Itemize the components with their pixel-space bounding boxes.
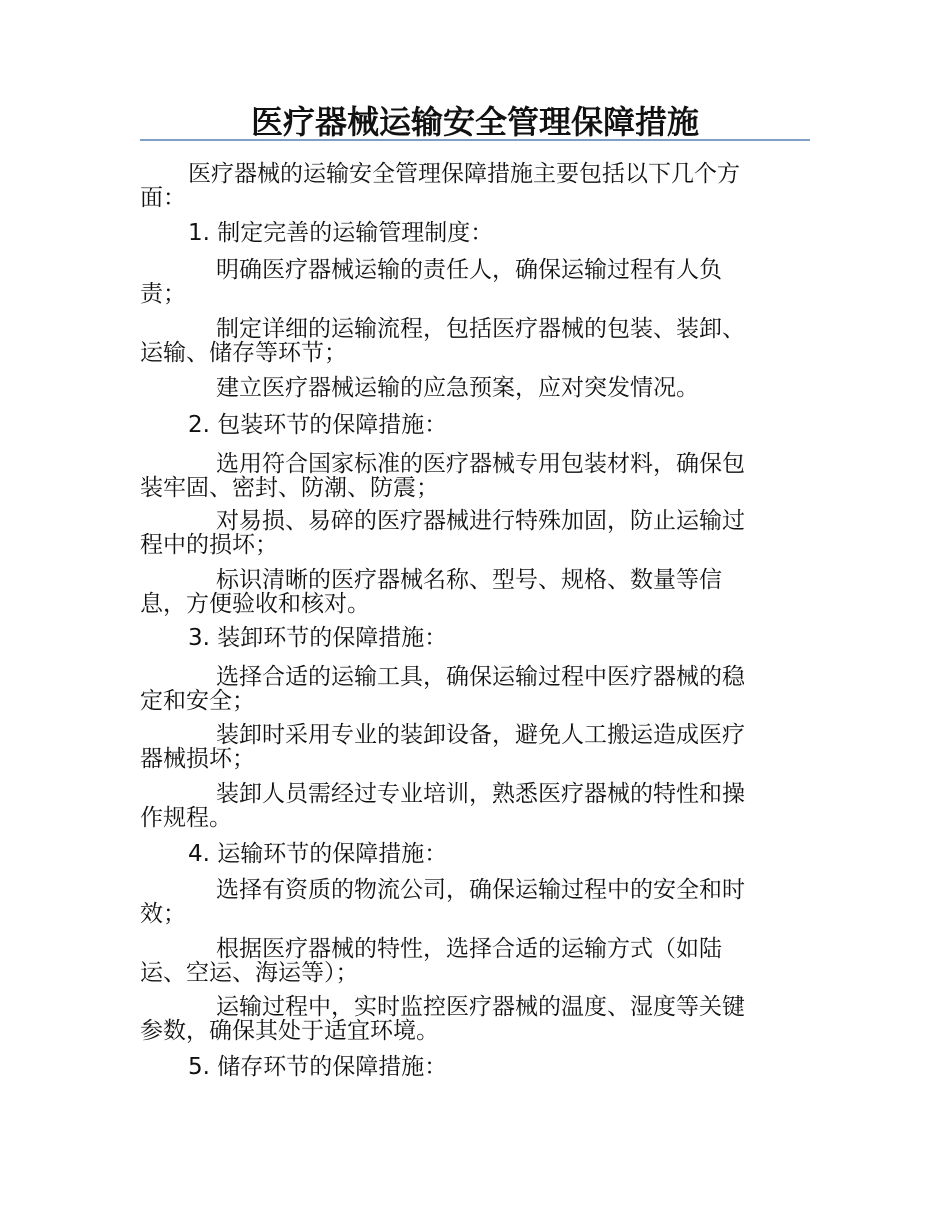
item-line-1: 制定详细的运输流程，包括医疗器械的包装、装卸、 [216, 316, 745, 342]
item-line-1: 建立医疗器械运输的应急预案，应对突发情况。 [216, 375, 699, 401]
item-line-2: 定和安全； [140, 688, 255, 714]
intro-paragraph [140, 162, 790, 210]
section-4-item-2 [140, 937, 790, 985]
section-3-item-2 [140, 723, 790, 771]
item-line-2: 运输、储存等环节； [140, 340, 347, 366]
item-line-2: 参数，确保其处于适宜环境。 [140, 1018, 439, 1044]
item-line-1: 明确医疗器械运输的责任人，确保运输过程有人负 [216, 257, 722, 283]
item-line-2: 器械损坏； [140, 746, 255, 772]
section-heading-text: 2. 包装环节的保障措施： [188, 412, 448, 438]
section-heading-5 [140, 1055, 790, 1079]
item-line-1: 选用符合国家标准的医疗器械专用包装材料，确保包 [216, 451, 745, 477]
item-line-1: 根据医疗器械的特性，选择合适的运输方式（如陆 [216, 936, 722, 962]
section-heading-text: 4. 运输环节的保障措施： [188, 841, 448, 867]
section-4-item-1 [140, 878, 790, 926]
section-heading-3 [140, 626, 790, 650]
item-line-2: 装牢固、密封、防潮、防震； [140, 475, 439, 501]
intro-line-1: 医疗器械的运输安全管理保障措施主要包括以下几个方 [188, 161, 740, 187]
item-line-1: 对易损、易碎的医疗器械进行特殊加固，防止运输过 [216, 508, 745, 534]
item-line-2: 息，方便验收和核对。 [140, 591, 370, 617]
section-2-item-1 [140, 452, 790, 500]
section-2-item-3 [140, 568, 790, 616]
title-underline [140, 139, 810, 141]
item-line-1: 选择合适的运输工具，确保运输过程中医疗器械的稳 [216, 664, 745, 690]
item-line-2: 责； [140, 281, 186, 307]
document-title: 医疗器械运输安全管理保障措施 [250, 103, 699, 141]
section-heading-text: 1. 制定完善的运输管理制度： [188, 220, 494, 246]
section-2-item-2 [140, 509, 790, 557]
section-3-item-1 [140, 665, 790, 713]
item-line-1: 装卸人员需经过专业培训，熟悉医疗器械的特性和操 [216, 781, 745, 807]
section-heading-text: 5. 储存环节的保障措施： [188, 1054, 448, 1080]
item-line-1: 装卸时采用专业的装卸设备，避免人工搬运造成医疗 [216, 722, 745, 748]
section-4-item-3 [140, 995, 790, 1043]
section-1-item-3 [140, 376, 790, 400]
section-1-item-1 [140, 258, 790, 306]
item-line-2: 效； [140, 901, 186, 927]
item-line-1: 标识清晰的医疗器械名称、型号、规格、数量等信 [216, 567, 722, 593]
section-heading-1 [140, 221, 790, 245]
section-heading-2 [140, 413, 790, 437]
section-1-item-2 [140, 317, 790, 365]
section-heading-4 [140, 842, 790, 866]
intro-line-2: 面： [140, 185, 186, 211]
item-line-2: 作规程。 [140, 805, 232, 831]
section-3-item-3 [140, 782, 790, 830]
item-line-1: 选择有资质的物流公司，确保运输过程中的安全和时 [216, 877, 745, 903]
item-line-2: 运、空运、海运等）； [140, 960, 359, 986]
item-line-2: 程中的损坏； [140, 532, 278, 558]
item-line-1: 运输过程中，实时监控医疗器械的温度、湿度等关键 [216, 994, 745, 1020]
section-heading-text: 3. 装卸环节的保障措施： [188, 625, 448, 651]
